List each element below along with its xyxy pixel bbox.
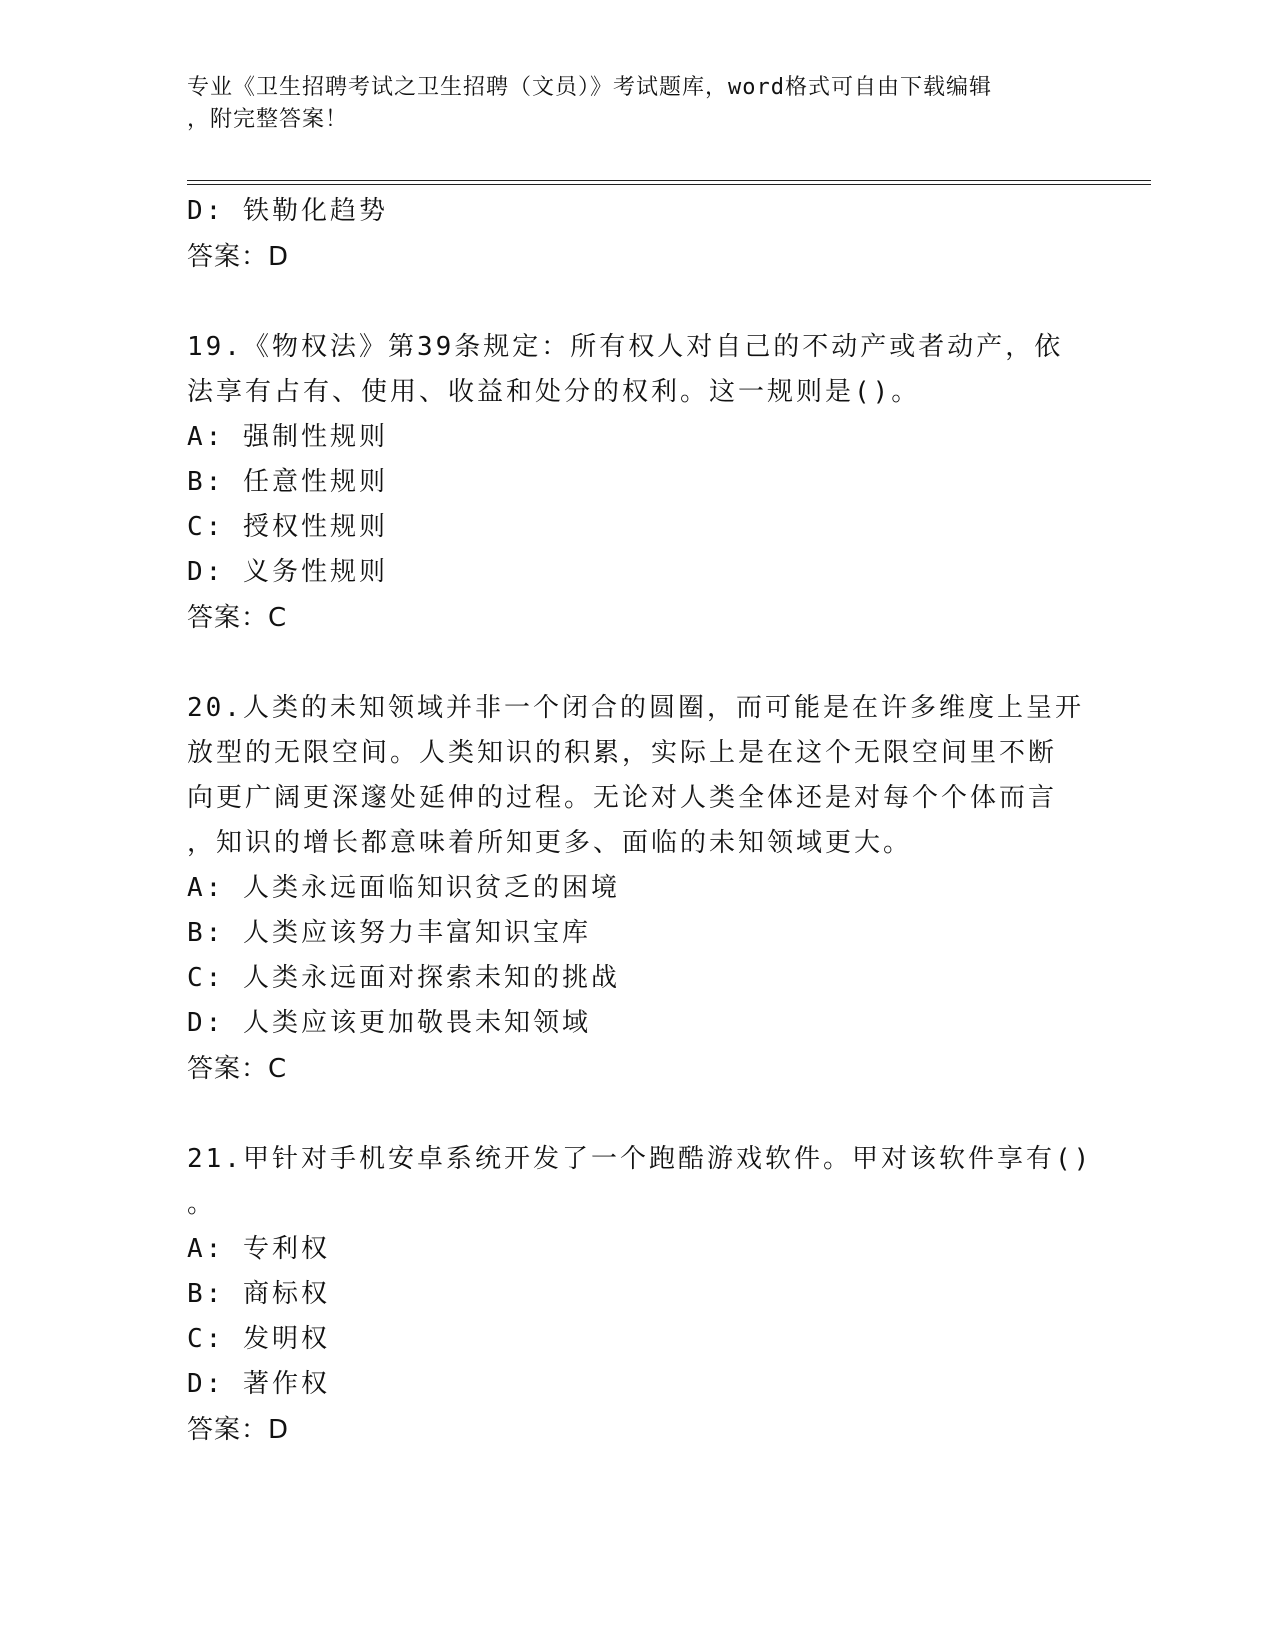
- header-line-2: ，附完整答案！: [187, 107, 349, 132]
- option-b: B: 任意性规则: [187, 467, 388, 497]
- question-21: [187, 1137, 1093, 1453]
- option-a: A: 人类永远面临知识贫乏的困境: [187, 873, 620, 903]
- question-content: [187, 189, 1093, 1453]
- spacer: [187, 641, 1087, 686]
- header-line-1: 专业《卫生招聘考试之卫生招聘（文员）》考试题库，word格式可自由下载编辑: [187, 75, 992, 100]
- question-text-line: ，知识的增长都意味着所知更多、面临的未知领域更大。: [187, 828, 913, 858]
- header-divider-bottom: [187, 184, 1151, 185]
- question-text-line: 法享有占有、使用、收益和处分的权利。这一规则是()。: [187, 377, 921, 407]
- option-b: B: 商标权: [187, 1279, 330, 1309]
- answer: 答案：C: [187, 603, 288, 633]
- question-text-line: 21.甲针对手机安卓系统开发了一个跑酷游戏软件。甲对该软件享有(): [187, 1144, 1093, 1174]
- question-text-line: 向更广阔更深邃处延伸的过程。无论对人类全体还是对每个个体而言: [187, 783, 1058, 813]
- answer: 答案：C: [187, 1054, 288, 1084]
- question-text-line: 。: [187, 1189, 217, 1219]
- question-20: [187, 686, 1087, 1092]
- spacer: [187, 1092, 1087, 1137]
- prev-option-d: D: 铁勒化趋势: [187, 196, 388, 226]
- header-divider-top: [187, 180, 1151, 181]
- option-c: C: 授权性规则: [187, 512, 388, 542]
- question-text-line: 20.人类的未知领域并非一个闭合的圆圈，而可能是在许多维度上呈开: [187, 693, 1084, 723]
- spacer: [187, 280, 1087, 325]
- option-c: C: 人类永远面对探索未知的挑战: [187, 963, 620, 993]
- option-d: D: 著作权: [187, 1369, 330, 1399]
- option-a: A: 强制性规则: [187, 422, 388, 452]
- document-header: [187, 72, 1067, 136]
- question-19: [187, 325, 1087, 641]
- answer: 答案：D: [187, 1415, 290, 1445]
- option-d: D: 义务性规则: [187, 557, 388, 587]
- option-b: B: 人类应该努力丰富知识宝库: [187, 918, 591, 948]
- question-text-line: 19.《物权法》第39条规定：所有权人对自己的不动产或者动产，依: [187, 332, 1064, 362]
- question-text-line: 放型的无限空间。人类知识的积累，实际上是在这个无限空间里不断: [187, 738, 1058, 768]
- option-d: D: 人类应该更加敬畏未知领域: [187, 1008, 591, 1038]
- prev-answer: 答案：D: [187, 242, 290, 272]
- option-c: C: 发明权: [187, 1324, 330, 1354]
- option-a: A: 专利权: [187, 1234, 330, 1264]
